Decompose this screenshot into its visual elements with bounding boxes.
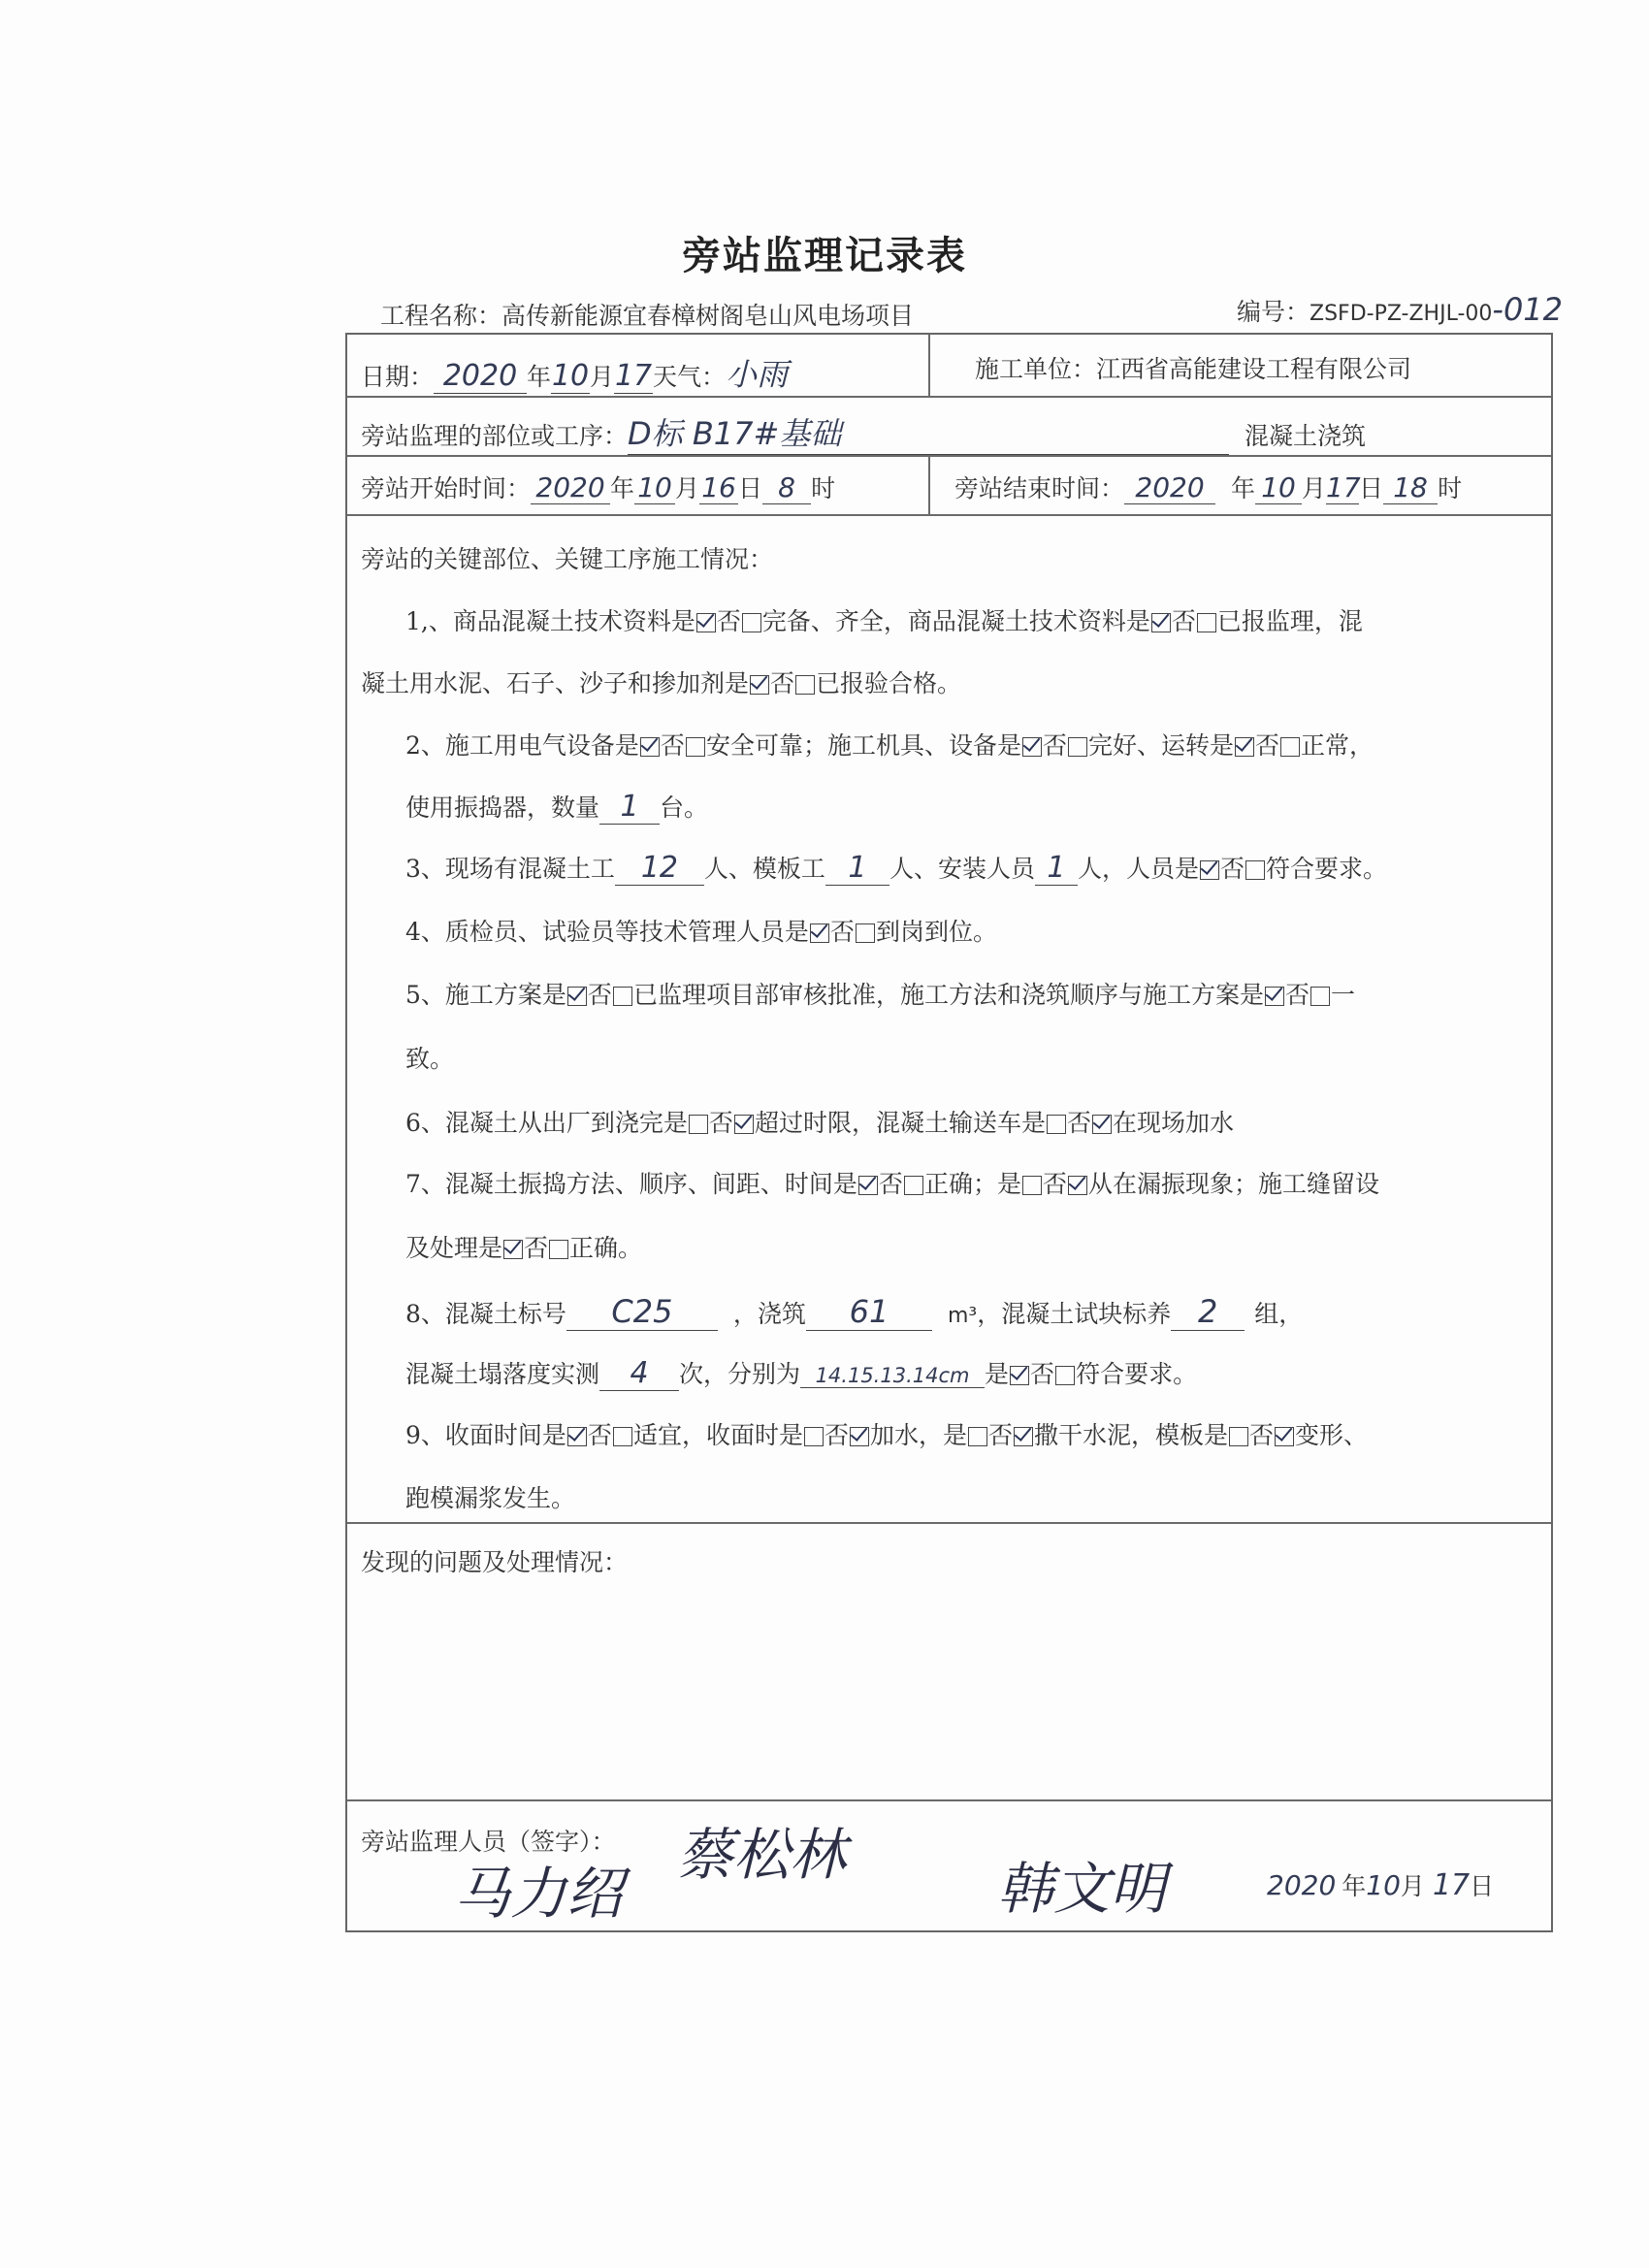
checkbox-empty — [795, 675, 815, 695]
item-8-text-d: 组， — [1254, 1300, 1304, 1328]
no-label: 否 — [824, 1421, 849, 1449]
item-4-text-a: 4、质检员、试验员等技术管理人员是 — [405, 918, 809, 946]
item-4 — [405, 913, 997, 948]
item-2-line-2 — [405, 789, 708, 825]
col-divider — [928, 335, 930, 396]
no-label: 否 — [878, 1170, 903, 1198]
item-8-text-g: 是 — [985, 1360, 1010, 1388]
checkbox-checked — [503, 1240, 523, 1259]
item-6-text-c: 在现场加水 — [1112, 1109, 1234, 1137]
end-month: 10 — [1255, 471, 1302, 504]
signers-label: 旁站监理人员（签字）： — [361, 1828, 616, 1856]
item-9-line-1 — [405, 1416, 1368, 1451]
signature-1: 马力绍 — [454, 1861, 624, 1927]
item-5-text-c: 一 — [1330, 981, 1355, 1009]
no-label: 否 — [587, 1421, 612, 1449]
col-divider — [928, 455, 930, 514]
checkbox-checked — [1022, 737, 1042, 757]
start-day: 16 — [699, 471, 738, 504]
pour-volume: 61 — [806, 1293, 932, 1331]
end-m: 月 — [1302, 474, 1327, 502]
item-7-text-d: 及处理是 — [405, 1234, 503, 1262]
record-form — [345, 333, 1553, 1932]
test-groups: 2 — [1171, 1293, 1245, 1331]
item-9-line-2: 跑模漏浆发生。 — [405, 1484, 576, 1512]
item-8-line-1 — [405, 1293, 1303, 1331]
checkbox-checked — [858, 1176, 878, 1195]
checkbox-empty — [1229, 1427, 1248, 1446]
checkbox-checked — [1010, 1366, 1029, 1385]
checkbox-empty — [549, 1240, 568, 1259]
vibrator-quantity: 1 — [599, 790, 660, 825]
no-label: 否 — [1249, 1421, 1275, 1449]
checkbox-empty — [1068, 737, 1087, 757]
date-year: 2020 — [434, 359, 527, 394]
item-7-text-a: 7、混凝土振捣方法、顺序、间距、时间是 — [405, 1170, 857, 1198]
item-1-text-e: 已报验合格。 — [816, 669, 962, 697]
item-6 — [405, 1104, 1234, 1139]
row-divider — [347, 455, 1551, 457]
sign-y: 年 — [1342, 1872, 1367, 1900]
checkbox-checked — [1014, 1427, 1033, 1446]
checkbox-empty — [742, 613, 761, 632]
item-2-text-e: 使用振捣器，数量 — [405, 794, 600, 822]
item-8-text-c: ，混凝土试块标养 — [977, 1300, 1172, 1328]
item-8-text-h: 符合要求。 — [1076, 1360, 1198, 1388]
location-row — [361, 409, 1366, 455]
checkbox-empty — [1280, 737, 1300, 757]
checkbox-checked — [1265, 987, 1284, 1006]
item-5-line-2: 致。 — [405, 1045, 455, 1073]
checkbox-checked — [1151, 613, 1171, 632]
start-time-row — [361, 470, 835, 504]
checkbox-checked — [850, 1427, 869, 1446]
project-line — [380, 297, 914, 332]
checkbox-checked — [1068, 1176, 1087, 1195]
item-6-text-a: 6、混凝土从出厂到浇完是 — [405, 1109, 688, 1137]
key-section-heading: 旁站的关键部位、关键工序施工情况： — [361, 545, 774, 573]
contractor-label: 施工单位： — [975, 355, 1097, 383]
row-divider — [347, 514, 1551, 516]
signature-3: 韩文明 — [997, 1856, 1167, 1922]
item-7-text-b: 正确；是 — [923, 1170, 1021, 1198]
slump-test-count: 4 — [599, 1356, 679, 1391]
sign-year: 2020 — [1267, 1869, 1337, 1901]
weather-label: 天气： — [653, 363, 727, 391]
item-9-text-c: 加水，是 — [869, 1421, 967, 1449]
contractor-row — [975, 350, 1411, 385]
item-2-text-d: 正常， — [1301, 731, 1374, 760]
item-7-line-2 — [405, 1229, 642, 1264]
code-line — [1237, 291, 1563, 328]
item-9-text-b: 适宜，收面时是 — [632, 1421, 803, 1449]
no-label: 否 — [1284, 981, 1310, 1009]
location-label: 旁站监理的部位或工序： — [361, 422, 629, 450]
item-9-text-d: 撒干水泥，模板是 — [1034, 1421, 1229, 1449]
no-label: 否 — [524, 1234, 549, 1262]
problems-label: 发现的问题及处理情况： — [361, 1548, 629, 1576]
checkbox-checked — [1092, 1115, 1112, 1134]
end-label: 旁站结束时间： — [954, 474, 1125, 502]
location-suffix: 混凝土浇筑 — [1245, 422, 1367, 450]
no-label: 否 — [1042, 1170, 1067, 1198]
item-5-text-a: 5、施工方案是 — [405, 981, 566, 1009]
sign-day: 17 — [1432, 1868, 1471, 1902]
year-char: 年 — [527, 363, 552, 391]
no-label: 否 — [987, 1421, 1013, 1449]
checkbox-checked — [734, 1115, 754, 1134]
item-3-text-c: 人、安装人员 — [889, 855, 1035, 883]
row-divider — [347, 396, 1551, 398]
checkbox-empty — [1022, 1176, 1042, 1195]
sign-m: 月 — [1400, 1872, 1425, 1900]
code-prefix: ZSFD-PZ-ZHJL-00 — [1310, 302, 1493, 326]
end-year: 2020 — [1124, 471, 1215, 504]
no-label: 否 — [587, 981, 612, 1009]
sign-date — [1267, 1867, 1494, 1902]
concrete-workers: 12 — [615, 851, 704, 886]
date-label: 日期： — [361, 363, 435, 391]
item-6-text-b: 超过时限，混凝土输送车是 — [754, 1109, 1046, 1137]
item-8-text-f: 次，分别为 — [679, 1360, 801, 1388]
code-label: 编号： — [1237, 298, 1310, 326]
item-8-line-2 — [405, 1355, 1197, 1391]
item-1-text-b: 完备、齐全，商品混凝土技术资料是 — [761, 607, 1150, 635]
no-label: 否 — [829, 918, 855, 946]
location-handwritten: D标 B17#基础 — [628, 409, 1229, 455]
checkbox-empty — [613, 1427, 632, 1446]
end-time-row — [954, 470, 1462, 504]
item-3-text-e: 符合要求。 — [1265, 855, 1387, 883]
checkbox-empty — [1055, 1366, 1075, 1385]
no-label: 否 — [1030, 1360, 1055, 1388]
installers: 1 — [1035, 851, 1078, 886]
checkbox-empty — [1310, 987, 1330, 1006]
checkbox-empty — [689, 1115, 708, 1134]
item-1-line-2 — [361, 664, 961, 699]
start-month: 10 — [634, 471, 675, 504]
volume-unit: m³ — [947, 1304, 978, 1328]
item-5-line-1 — [405, 976, 1355, 1011]
item-3-text-b: 人、模板工 — [703, 855, 825, 883]
checkbox-checked — [567, 987, 587, 1006]
checkbox-empty — [804, 1427, 824, 1446]
checkbox-checked — [567, 1427, 587, 1446]
project-label: 工程名称： — [380, 302, 502, 330]
checkbox-empty — [968, 1427, 987, 1446]
item-3-text-d: 人，人员是 — [1077, 855, 1199, 883]
item-8-text-e: 混凝土塌落度实测 — [405, 1360, 600, 1388]
start-label: 旁站开始时间： — [361, 474, 532, 502]
item-2-text-b: 安全可靠；施工机具、设备是 — [705, 731, 1021, 760]
formwork-workers: 1 — [825, 851, 889, 886]
checkbox-checked — [1275, 1427, 1294, 1446]
item-1-text-a: 1,、商品混凝土技术资料是 — [405, 607, 695, 635]
end-day: 17 — [1326, 471, 1361, 503]
item-1-text-c: 已报监理，混 — [1216, 607, 1363, 635]
start-hour: 8 — [762, 471, 811, 504]
no-label: 否 — [1254, 731, 1279, 760]
checkbox-checked — [1235, 737, 1254, 757]
checkbox-empty — [856, 923, 875, 943]
no-label: 否 — [1066, 1109, 1091, 1137]
month-char: 月 — [590, 363, 615, 391]
row-divider — [347, 1799, 1551, 1801]
checkbox-empty — [904, 1176, 923, 1195]
item-9-text-a: 9、收面时间是 — [405, 1421, 566, 1449]
item-1-line-1 — [405, 602, 1363, 637]
start-d: 日 — [738, 474, 763, 502]
no-label: 否 — [708, 1109, 733, 1137]
start-m: 月 — [675, 474, 700, 502]
item-9-text-e: 变形、 — [1295, 1421, 1369, 1449]
start-y: 年 — [610, 474, 635, 502]
checkbox-empty — [1197, 613, 1216, 632]
start-year: 2020 — [531, 471, 610, 504]
checkbox-empty — [1047, 1115, 1066, 1134]
no-label: 否 — [660, 731, 685, 760]
signature-2: 蔡松林 — [677, 1822, 847, 1888]
item-2-line-1 — [405, 727, 1374, 761]
item-1-text-d: 凝土用水泥、石子、沙子和掺加剂是 — [361, 669, 750, 697]
checkbox-checked — [750, 675, 769, 695]
end-h: 时 — [1438, 474, 1463, 502]
date-row — [361, 350, 788, 395]
sign-month: 10 — [1366, 1869, 1401, 1901]
item-5-text-b: 已监理项目部审核批准，施工方法和浇筑顺序与施工方案是 — [632, 981, 1264, 1009]
item-3 — [405, 850, 1387, 886]
checkbox-empty — [613, 987, 632, 1006]
end-d: 日 — [1359, 474, 1384, 502]
item-2-text-c: 完好、运转是 — [1087, 731, 1234, 760]
end-hour: 18 — [1383, 471, 1438, 504]
form-title: 旁站监理记录表 — [682, 233, 967, 278]
item-8-text-b: ，浇筑 — [732, 1300, 806, 1328]
checkbox-checked — [810, 923, 829, 943]
checkbox-checked — [1200, 860, 1219, 880]
date-day: 17 — [614, 359, 653, 393]
no-label: 否 — [770, 669, 795, 697]
checkbox-checked — [640, 737, 660, 757]
start-h: 时 — [811, 474, 836, 502]
item-3-text-a: 3、现场有混凝土工 — [405, 855, 615, 883]
item-4-text-b: 到岗到位。 — [875, 918, 997, 946]
no-label: 否 — [1171, 607, 1196, 635]
item-7-text-e: 正确。 — [569, 1234, 643, 1262]
item-8-text-a: 8、混凝土标号 — [405, 1300, 566, 1328]
code-handwritten: -012 — [1492, 291, 1564, 328]
row-divider — [347, 1522, 1551, 1524]
item-2-text-a: 2、施工用电气设备是 — [405, 731, 639, 760]
item-7-text-c: 从在漏振现象；施工缝留设 — [1087, 1170, 1379, 1198]
checkbox-checked — [696, 613, 716, 632]
item-2-text-f: 台。 — [660, 794, 709, 822]
item-7-line-1 — [405, 1165, 1379, 1200]
contractor-value: 江西省高能建设工程有限公司 — [1096, 355, 1412, 383]
slump-values: 14.15.13.14cm — [800, 1364, 985, 1388]
project-name: 高传新能源宜春樟树阁皂山风电场项目 — [501, 302, 915, 330]
sign-d: 日 — [1470, 1872, 1495, 1900]
date-month: 10 — [551, 359, 590, 393]
no-label: 否 — [1219, 855, 1245, 883]
weather-value: 小雨 — [726, 356, 789, 393]
no-label: 否 — [1042, 731, 1067, 760]
end-y: 年 — [1231, 474, 1256, 502]
no-label: 否 — [716, 607, 741, 635]
concrete-grade: C25 — [566, 1293, 718, 1331]
checkbox-empty — [686, 737, 705, 757]
checkbox-empty — [1245, 860, 1265, 880]
